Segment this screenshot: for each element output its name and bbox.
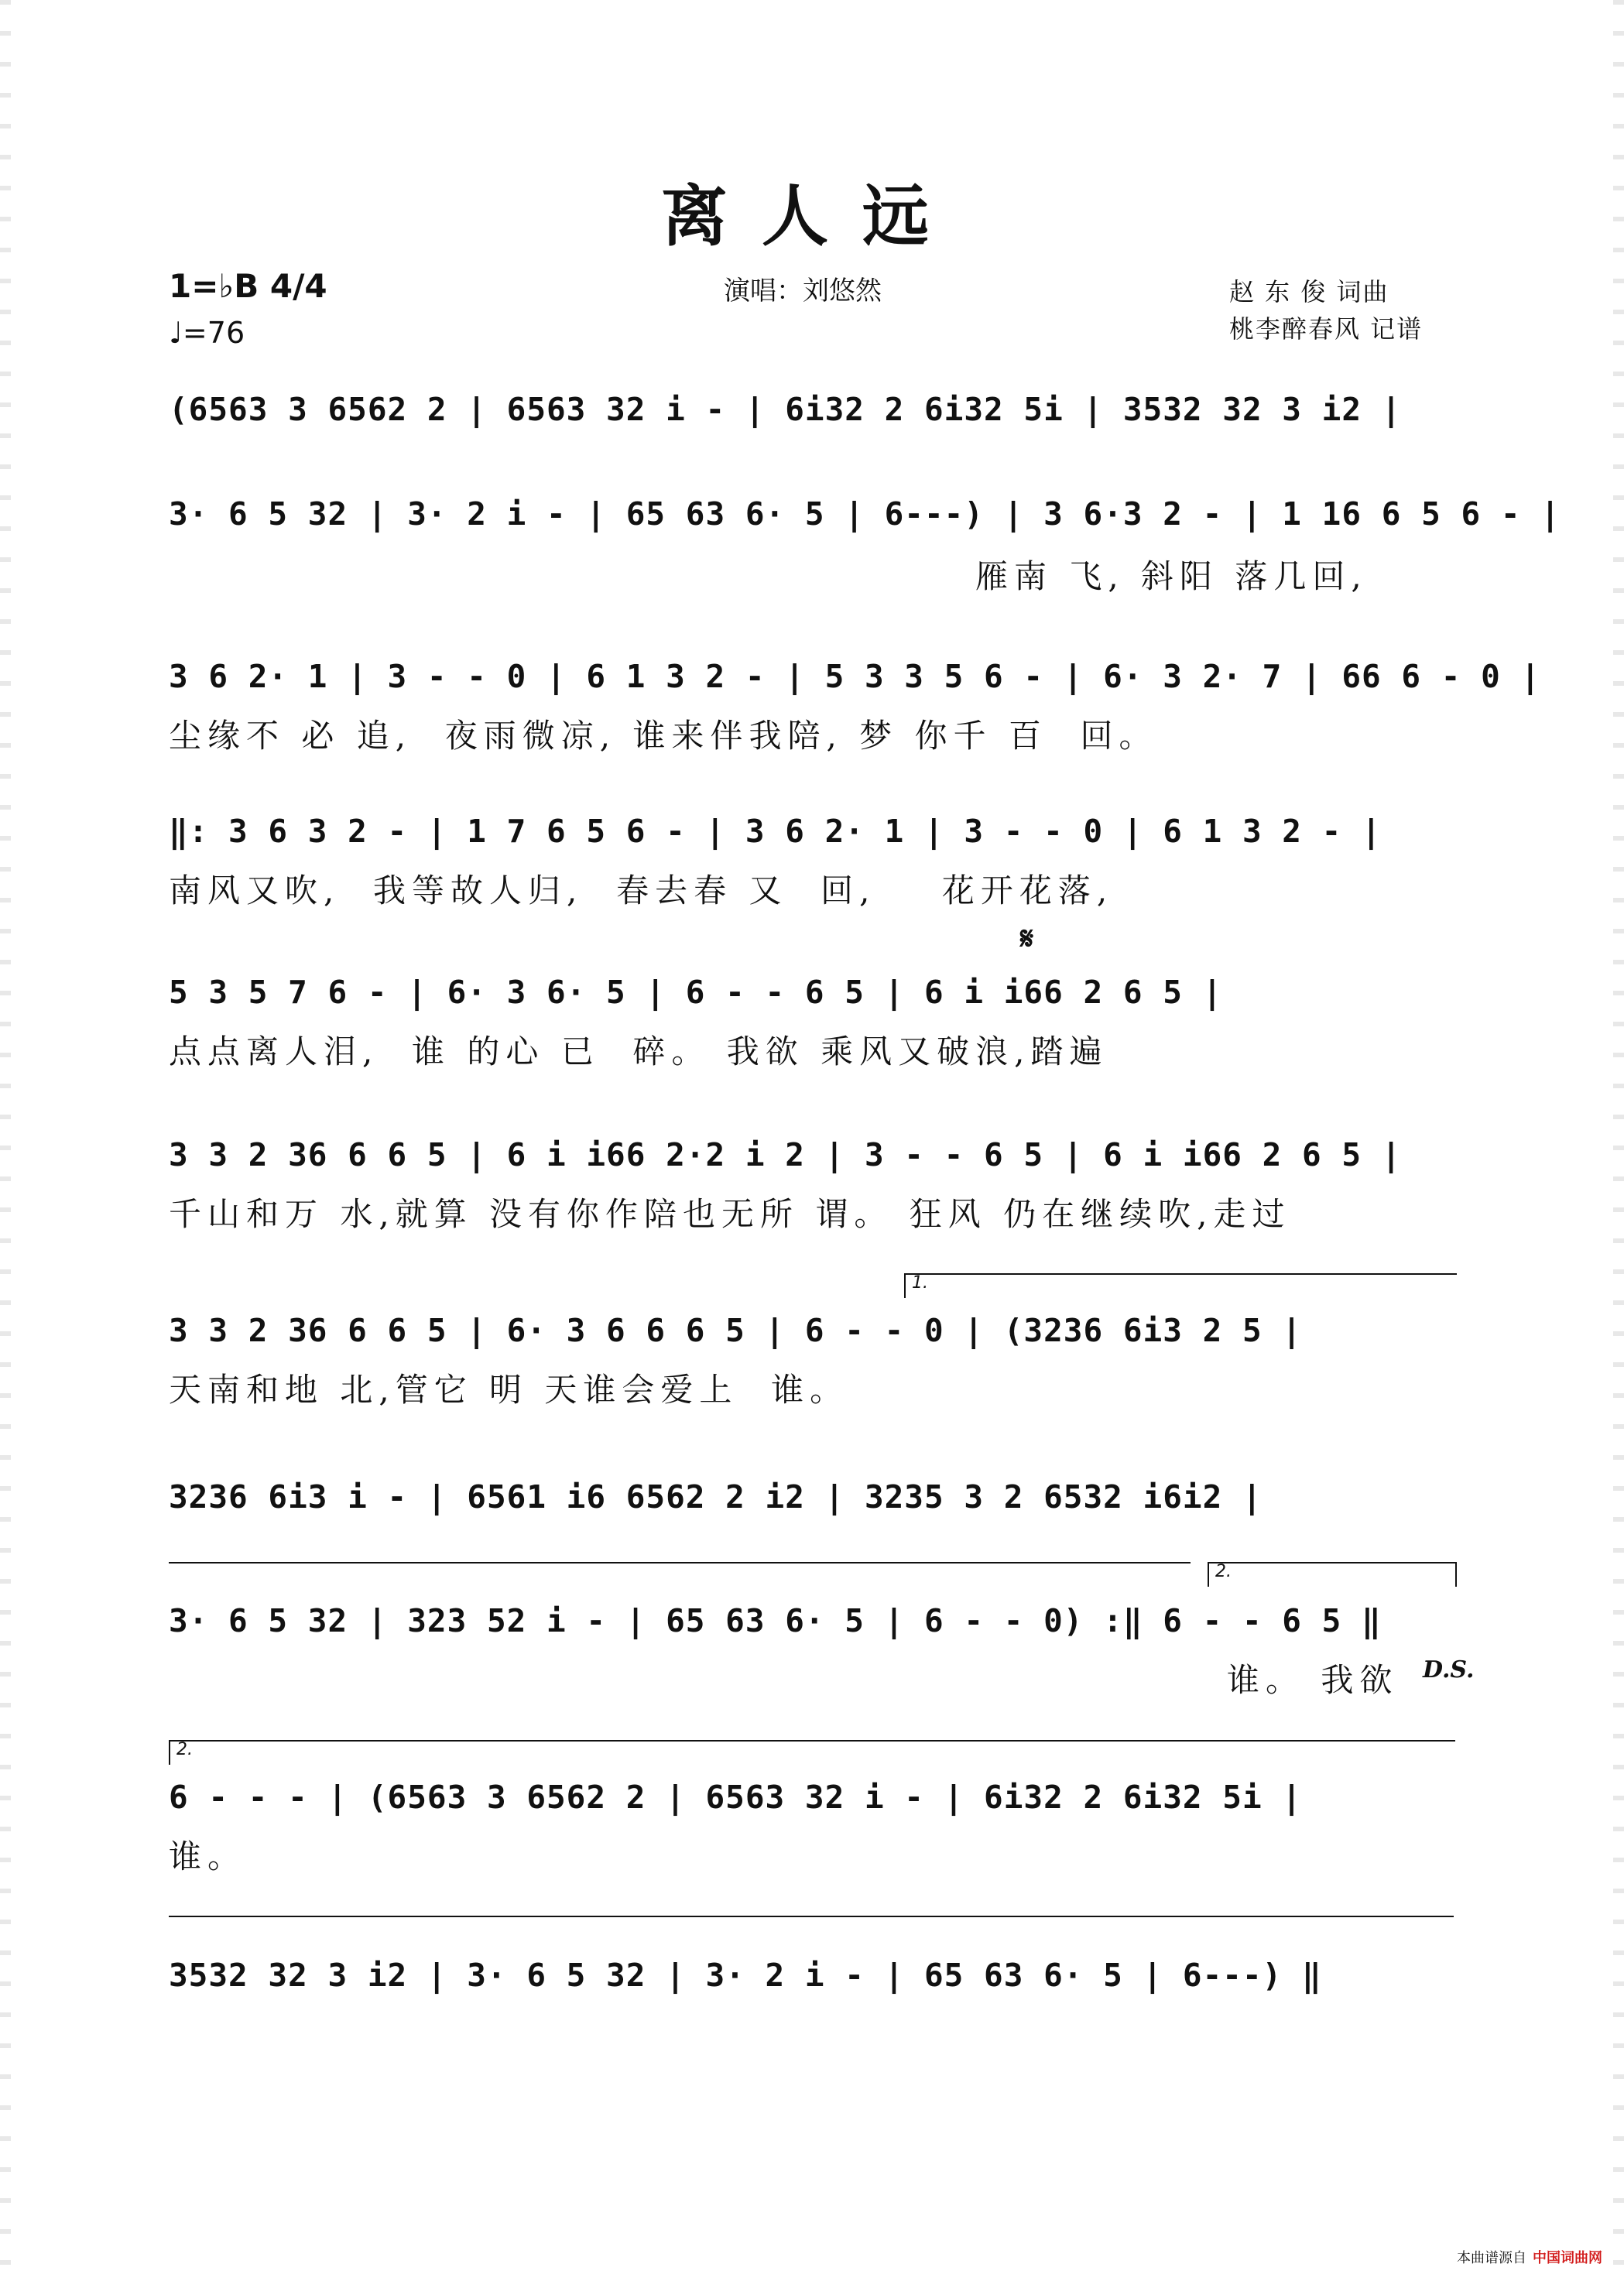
- score-line-10: 6 - - - | (6563 3 6562 2 | 6563 32 i - | 6i32 2 6i32 5i |: [169, 1779, 1302, 1816]
- score-line-8: 3236 6i3 i - | 6561 i6 6562 2 i2 | 3235 3 2 6532 i6i2 |: [169, 1478, 1263, 1516]
- footer-source-label: 本曲谱源自: [1457, 2250, 1526, 2266]
- volta-2-label-lower: 2.: [176, 1740, 193, 1759]
- lyric-line-2: 尘缘不 必 追, 夜雨微凉, 谁来伴我陪, 梦 你千 百 回。: [169, 717, 1158, 755]
- score-line-5: 5 3 5 7 6 - | 6· 3 6· 5 | 6 - - 6 5 | 6 i i66 2 6 5 |: [169, 974, 1223, 1011]
- source-footer: [1457, 2247, 1602, 2267]
- singer-credit: 演唱：刘悠然: [724, 276, 882, 307]
- key-signature: 1=♭B 4/4: [169, 267, 327, 305]
- lyric-line-8: 谁。: [169, 1837, 247, 1875]
- tempo-mark: ♩=76: [169, 316, 245, 350]
- segno-mark: 𝄋: [1020, 921, 1034, 957]
- song-title: 离人远: [661, 177, 963, 255]
- volta-2-label-upper: 2.: [1215, 1562, 1232, 1581]
- lyric-line-6: 天南和地 北,管它 明 天谁会爱上 谁。: [169, 1371, 849, 1409]
- score-line-7: 3 3 2 36 6 6 5 | 6· 3 6 6 6 5 | 6 - - 0 | (3236 6i3 2 5 |: [169, 1312, 1302, 1349]
- lyric-line-4: 点点离人泪, 谁 的心 已 碎。 我欲 乘风又破浪,踏遍: [169, 1033, 1108, 1070]
- score-line-3: 3 6 2· 1 | 3 - - 0 | 6 1 3 2 - | 5 3 3 5 6 - | 6· 3 2· 7 | 66 6 - 0 |: [169, 658, 1541, 695]
- score-line-2: 3· 6 5 32 | 3· 2 i - | 65 63 6· 5 | 6---) | 3 6·3 2 - | 1 16 6 5 6 - |: [169, 495, 1561, 533]
- score-line-4: ‖: 3 6 3 2 - | 1 7 6 5 6 - | 3 6 2· 1 | 3 - - 0 | 6 1 3 2 - |: [169, 813, 1382, 850]
- volta-2-bracket-upper: [1208, 1562, 1457, 1587]
- final-section-line: [169, 1916, 1454, 1917]
- score-line-9: 3· 6 5 32 | 323 52 i - | 65 63 6· 5 | 6 - - 0) :‖ 6 - - 6 5 ‖: [169, 1602, 1382, 1639]
- composer-credit: 赵 东 俊 词曲: [1229, 277, 1389, 307]
- footer-site-link[interactable]: 中国词曲网: [1533, 2250, 1602, 2266]
- lyric-line-1: 雁南 飞, 斜阳 落几回,: [975, 557, 1368, 595]
- score-line-1: (6563 3 6562 2 | 6563 32 i - | 6i32 2 6i32 5i | 3532 32 3 i2 |: [169, 391, 1402, 428]
- lyric-line-7: 谁。 我欲: [1227, 1661, 1399, 1699]
- score-line-6: 3 3 2 36 6 6 5 | 6 i i66 2·2 i 2 | 3 - - 6 5 | 6 i i66 2 6 5 |: [169, 1136, 1402, 1173]
- volta-1-label: 1.: [912, 1273, 928, 1293]
- lyric-line-3: 南风又吹, 我等故人归, 春去春 又 回, 花开花落,: [169, 872, 1114, 909]
- left-watermark-strip: [0, 0, 11, 2281]
- lyric-line-5: 千山和万 水,就算 没有你作陪也无所 谓。 狂风 仍在继续吹,走过: [169, 1195, 1291, 1233]
- volta-1-bracket: [904, 1273, 1457, 1298]
- transcriber-credit: 桃李醉春风 记谱: [1229, 314, 1424, 344]
- repeat-bracket-line: [169, 1562, 1191, 1563]
- dal-segno-mark: D.S.: [1423, 1656, 1475, 1683]
- volta-2-bracket-lower: [169, 1740, 1455, 1765]
- right-watermark-strip: [1613, 0, 1624, 2281]
- score-line-11: 3532 32 3 i2 | 3· 6 5 32 | 3· 2 i - | 65 63 6· 5 | 6---) ‖: [169, 1957, 1322, 1994]
